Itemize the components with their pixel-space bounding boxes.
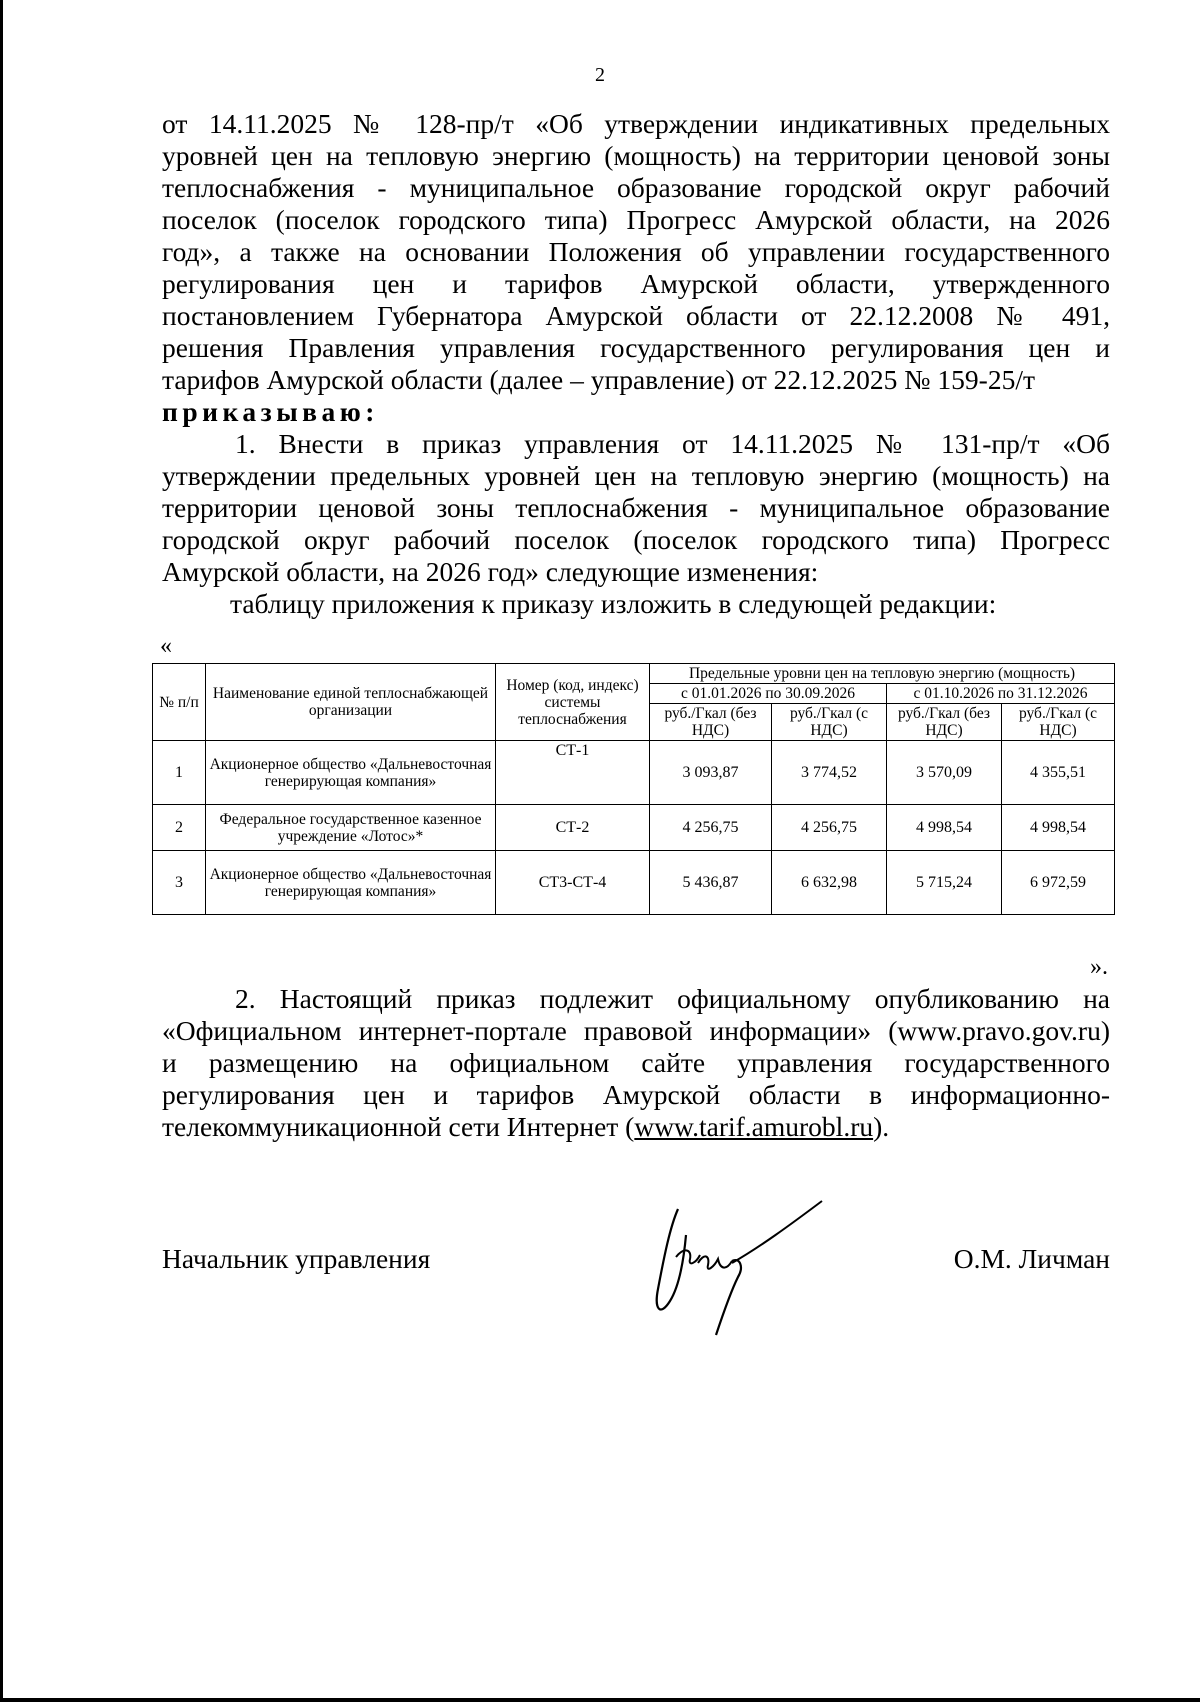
scan-bottom-edge xyxy=(0,1698,1200,1702)
cell-num: 3 xyxy=(153,851,206,915)
cell-value: 4 998,54 xyxy=(887,805,1002,851)
cell-code: СТ3-СТ-4 xyxy=(496,851,650,915)
header-group: Предельные уровни цен на тепловую энергию (мощность) xyxy=(650,664,1115,684)
intro-line: поселок (поселок городского типа) Прогресс Амурской области, на 2026 xyxy=(162,204,1110,235)
signatory-name: О.М. Личман xyxy=(953,1243,1110,1274)
item2-last-line xyxy=(162,1111,1110,1143)
intro-line: решения Правления управления государственного регулирования цен и xyxy=(162,332,1110,363)
page-number: 2 xyxy=(595,64,605,86)
item1-line: Амурской области, на 2026 год» следующие изменения: xyxy=(162,556,819,587)
item2-last-suffix: ). xyxy=(873,1111,890,1142)
cell-value: 3 570,09 xyxy=(887,741,1002,805)
cell-org: Акционерное общество «Дальневосточная генерирующая компания» xyxy=(206,741,496,805)
header-code: Номер (код, индекс) системы теплоснабжения xyxy=(496,664,650,741)
header-period1: с 01.01.2026 по 30.09.2026 xyxy=(650,684,887,704)
cell-org: Федеральное государственное казенное учреждение «Лотос»* xyxy=(206,805,496,851)
item2-last-prefix: телекоммуникационной сети Интернет ( xyxy=(162,1111,635,1142)
header-unit-no-vat: руб./Гкал (без НДС) xyxy=(887,704,1002,741)
cell-code: СТ-2 xyxy=(496,805,650,851)
header-org: Наименование единой теплоснабжающей организации xyxy=(206,664,496,741)
table-row xyxy=(153,851,1115,915)
header-period2: с 01.10.2026 по 31.12.2026 xyxy=(887,684,1115,704)
item1-line: городской округ рабочий поселок (поселок городского типа) Прогресс xyxy=(162,524,1110,555)
item1-line: утверждении предельных уровней цен на тепловую энергию (мощность) на xyxy=(162,460,1110,491)
item2-line: и размещению на официальном сайте управления государственного xyxy=(162,1047,1110,1078)
cell-value: 4 998,54 xyxy=(1002,805,1115,851)
intro-line: тарифов Амурской области (далее – управление) от 22.12.2025 № 159-25/т xyxy=(162,364,1035,395)
cell-num: 2 xyxy=(153,805,206,851)
tariff-table xyxy=(152,663,1115,915)
item2-paragraph xyxy=(162,983,1110,1143)
cell-value: 5 436,87 xyxy=(650,851,772,915)
table-row xyxy=(153,741,1115,805)
scan-left-edge xyxy=(0,0,3,1702)
item1-line: территории ценовой зоны теплоснабжения - муниципальное образование xyxy=(162,492,1110,523)
cell-value: 3 093,87 xyxy=(650,741,772,805)
order-word: приказываю: xyxy=(162,396,379,427)
item2-line: 2. Настоящий приказ подлежит официальному опубликованию на xyxy=(235,983,1110,1014)
quote-open: « xyxy=(160,633,172,659)
cell-org: Акционерное общество «Дальневосточная генерирующая компания» xyxy=(206,851,496,915)
item2-line: регулирования цен и тарифов Амурской области в информационно- xyxy=(162,1079,1110,1110)
intro-line: теплоснабжения - муниципальное образование городской округ рабочий xyxy=(162,172,1110,203)
header-unit-vat: руб./Гкал (с НДС) xyxy=(1002,704,1115,741)
table-header-row xyxy=(153,664,1115,684)
table-row xyxy=(153,805,1115,851)
intro-line: год», а также на основании Положения об управлении государственного xyxy=(162,236,1110,267)
cell-code: СТ-1 xyxy=(496,741,650,805)
header-num: № п/п xyxy=(153,664,206,741)
item2-line: «Официальном интернет-портале правовой информации» (www.pravo.gov.ru) xyxy=(162,1015,1110,1046)
cell-value: 6 632,98 xyxy=(772,851,887,915)
cell-value: 4 355,51 xyxy=(1002,741,1115,805)
cell-value: 3 774,52 xyxy=(772,741,887,805)
cell-num: 1 xyxy=(153,741,206,805)
handwritten-signature xyxy=(640,1197,830,1342)
header-unit-vat: руб./Гкал (с НДС) xyxy=(772,704,887,741)
intro-line: регулирования цен и тарифов Амурской области, утвержденного xyxy=(162,268,1110,299)
quote-close: ». xyxy=(1090,954,1108,980)
intro-line: постановлением Губернатора Амурской области от 22.12.2008 № 491, xyxy=(162,300,1110,331)
cell-value: 4 256,75 xyxy=(772,805,887,851)
cell-value: 6 972,59 xyxy=(1002,851,1115,915)
intro-line: уровней цен на тепловую энергию (мощность) на территории ценовой зоны xyxy=(162,140,1110,171)
intro-paragraph xyxy=(162,108,1110,620)
header-unit-no-vat: руб./Гкал (без НДС) xyxy=(650,704,772,741)
intro-line: от 14.11.2025 № 128-пр/т «Об утверждении индикативных предельных xyxy=(162,108,1110,139)
cell-value: 4 256,75 xyxy=(650,805,772,851)
item1-subline: таблицу приложения к приказу изложить в следующей редакции: xyxy=(230,588,997,619)
signatory-position: Начальник управления xyxy=(162,1243,431,1274)
tarif-site-link[interactable]: www.tarif.amurobl.ru xyxy=(634,1111,874,1142)
item1-line: 1. Внести в приказ управления от 14.11.2025 № 131-пр/т «Об xyxy=(235,428,1110,459)
cell-value: 5 715,24 xyxy=(887,851,1002,915)
